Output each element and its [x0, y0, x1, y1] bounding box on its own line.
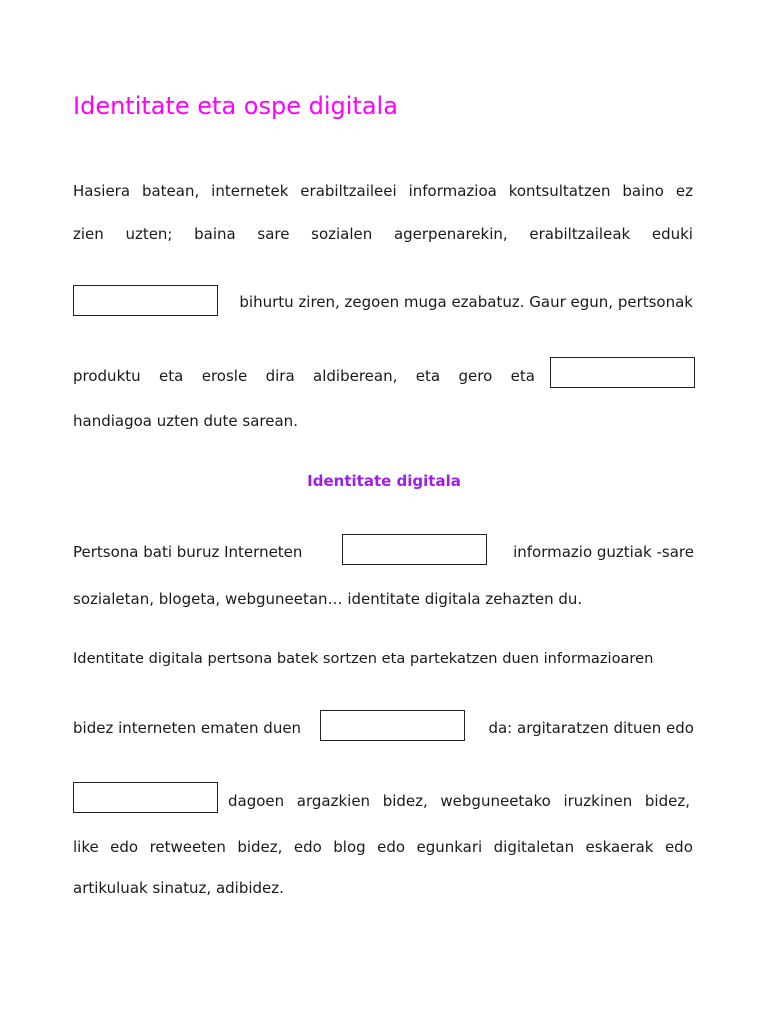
word: dagoen	[228, 792, 285, 810]
word: kontsultatzen	[508, 182, 611, 200]
word: retweeten	[149, 838, 226, 856]
word: edo	[293, 838, 322, 856]
word: like	[73, 838, 99, 856]
word: erabiltzaileak	[529, 225, 631, 243]
word: iruzkinen	[563, 792, 633, 810]
blank-box-5[interactable]	[73, 782, 218, 813]
word: eskaerak	[585, 838, 654, 856]
p1-line4	[73, 366, 535, 386]
word: eta	[510, 367, 535, 385]
p3-line2-right: da: argitaratzen dituen edo	[488, 719, 694, 737]
blank-box-4[interactable]	[320, 710, 465, 741]
blank-box-3[interactable]	[342, 534, 487, 565]
word: erosle	[201, 367, 248, 385]
word: digitaletan	[493, 838, 575, 856]
word: eduki	[651, 225, 693, 243]
p3-line4	[73, 837, 693, 857]
word: edo	[377, 838, 406, 856]
p2-line1-right: informazio guztiak -sare	[513, 543, 694, 561]
word: internetek	[211, 182, 289, 200]
blank-box-1[interactable]	[73, 285, 218, 316]
word: baino	[622, 182, 664, 200]
word: blog	[333, 838, 366, 856]
section-title: Identitate digitala	[307, 472, 461, 490]
page-title: Identitate eta ospe digitala	[73, 92, 398, 120]
p3-line2-left: bidez interneten ematen duen	[73, 719, 302, 737]
blank-box-2[interactable]	[550, 357, 695, 388]
word: ez	[675, 182, 693, 200]
word: edo	[110, 838, 139, 856]
word: gero	[458, 367, 493, 385]
p1-line5: handiagoa uzten dute sarean.	[73, 412, 298, 430]
word: produktu	[73, 367, 141, 385]
p1-line2	[73, 224, 693, 244]
word: argazkien	[296, 792, 371, 810]
word: bidez,	[644, 792, 690, 810]
p1-line3: bihurtu ziren, zegoen muga ezabatuz. Gaur egun, pertsonak	[239, 293, 693, 311]
word: informazioa	[408, 182, 497, 200]
p3-line3	[228, 791, 690, 811]
word: bidez,	[237, 838, 283, 856]
word: sare	[257, 225, 290, 243]
p2-line1-left: Pertsona bati buruz Interneten	[73, 543, 303, 561]
p3-line1: Identitate digitala pertsona batek sortzen eta partekatzen duen informazioaren	[73, 650, 654, 667]
word: zien	[73, 225, 104, 243]
p3-line5: artikuluak sinatuz, adibidez.	[73, 879, 284, 897]
p2-line2: sozialetan, blogeta, webguneetan… identitate digitala zehazten du.	[73, 590, 583, 608]
word: aldiberean,	[313, 367, 398, 385]
word: uzten;	[125, 225, 173, 243]
word: dira	[265, 367, 295, 385]
word: sozialen	[311, 225, 373, 243]
word: egunkari	[416, 838, 483, 856]
word: eta	[159, 367, 184, 385]
word: bidez,	[382, 792, 428, 810]
word: baina	[194, 225, 236, 243]
word: edo	[664, 838, 693, 856]
word: agerpenarekin,	[393, 225, 508, 243]
word: webguneetako	[440, 792, 551, 810]
word: erabiltzaileei	[300, 182, 397, 200]
p1-line1	[73, 181, 693, 201]
word: eta	[415, 367, 441, 385]
word: batean,	[141, 182, 200, 200]
word: Hasiera	[73, 182, 131, 200]
